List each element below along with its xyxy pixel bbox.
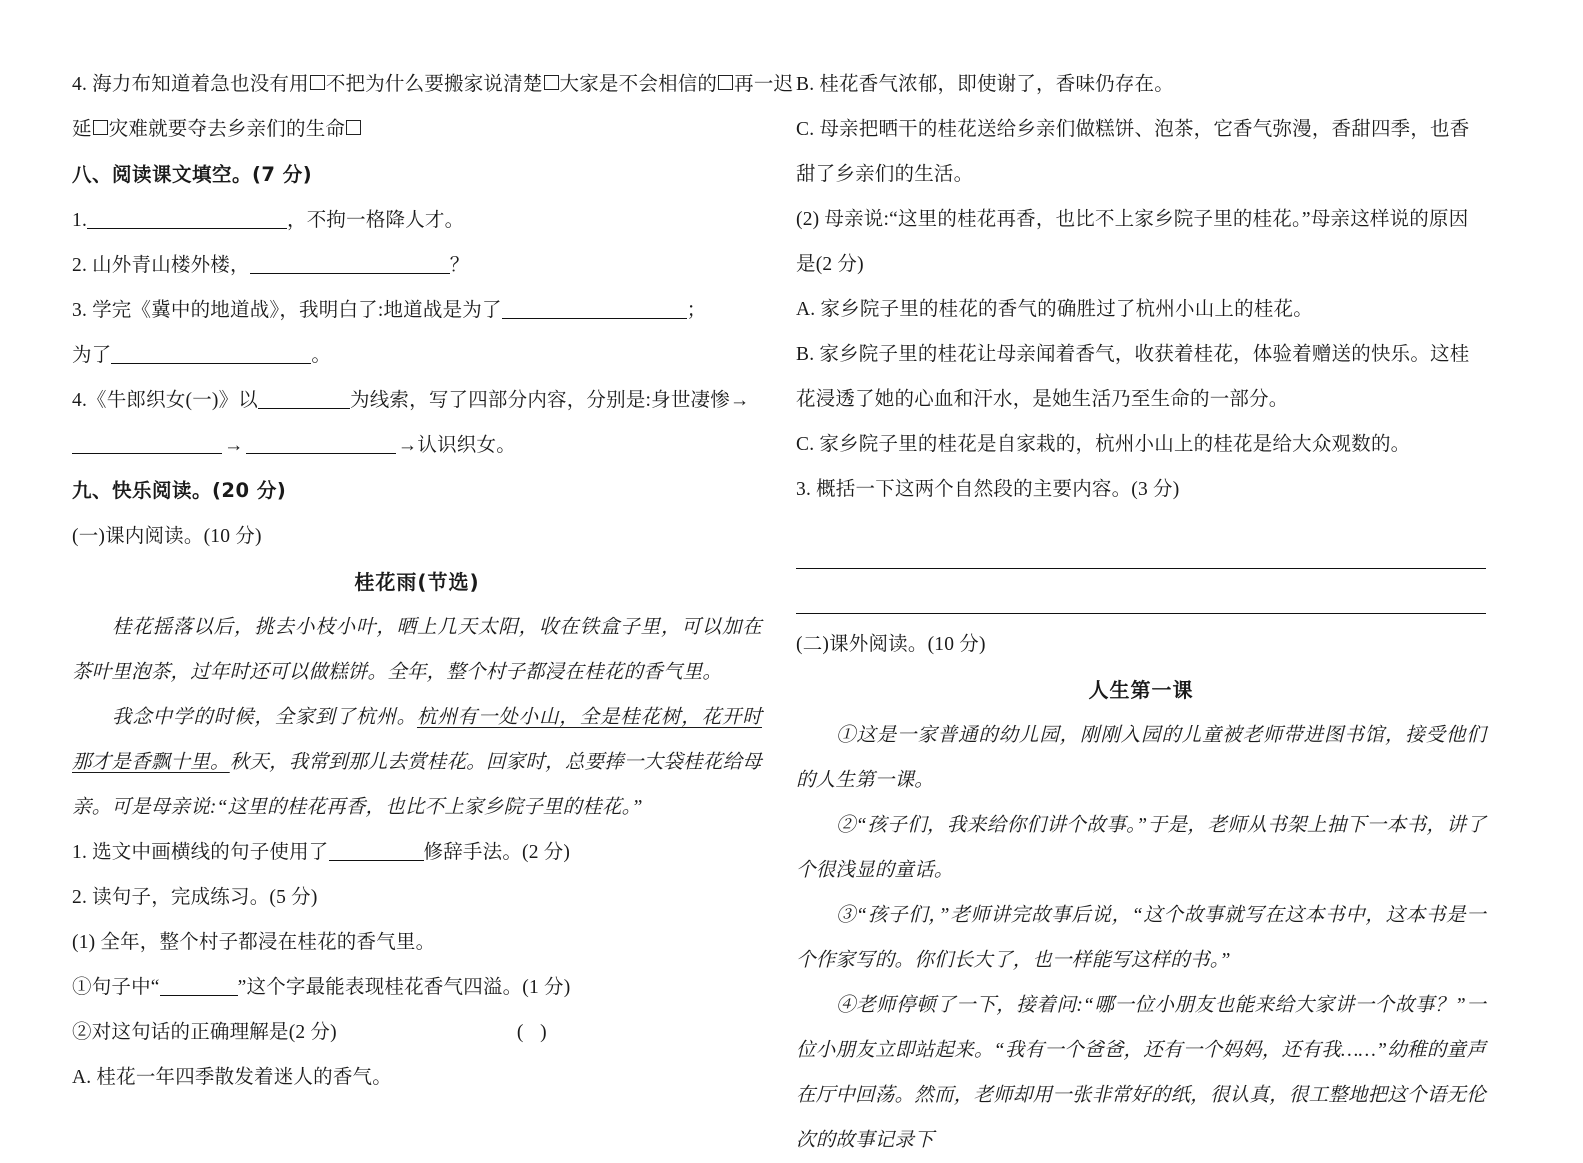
item-3-continuation-prefix: 为了 xyxy=(72,345,112,366)
two-column-layout xyxy=(72,62,1523,1163)
q22-option-a[interactable]: A. 家乡院子里的桂花的香气的确胜过了杭州小山上的桂花。 xyxy=(796,299,1313,320)
p1-q1-suffix: 修辞手法。(2 分) xyxy=(423,842,571,863)
passage-2-paragraph-1: ①这是一家普通的幼儿园，刚刚入园的儿童被老师带进图书馆，接受他们的人生第一课。 xyxy=(796,725,1486,791)
passage-1-paragraph-2 xyxy=(72,695,762,830)
q22-option-b[interactable]: B. 家乡院子里的桂花让母亲闻着香气，收获着桂花，体验着赠送的快乐。这桂花浸透了她的心血和汗水，是她生活乃至生命的一部分。 xyxy=(796,344,1470,410)
passage-1-question-2-1-b xyxy=(72,1010,762,1055)
q4-text-part-6: 灾难就要夺去乡亲们的生命 xyxy=(108,119,346,140)
fill-blank-4b[interactable] xyxy=(72,434,222,454)
punctuation-box-icon[interactable] xyxy=(544,75,559,90)
question-3: 3. 概括一下这两个自然段的主要内容。(3 分) xyxy=(796,479,1180,500)
item-4-suffix: 为线索，写了四部分内容，分别是:身世凄惨→ xyxy=(350,390,750,411)
option-c-right[interactable]: C. 母亲把晒干的桂花送给乡亲们做糕饼、泡茶，它香气弥漫，香甜四季，也香甜了乡亲们的生活。 xyxy=(796,119,1470,185)
fill-blank-3a[interactable] xyxy=(502,299,687,319)
option-a-left[interactable]: A. 桂花一年四季散发着迷人的香气。 xyxy=(72,1067,392,1088)
punctuation-box-icon[interactable] xyxy=(718,75,733,90)
passage-1-title: 桂花雨(节选) xyxy=(354,570,480,594)
fill-blank-4a[interactable] xyxy=(258,389,350,409)
p1-q1-prefix: 1. 选文中画横线的句子使用了 xyxy=(72,842,329,863)
item-4-prefix: 4.《牛郎织女(一)》以 xyxy=(72,390,259,411)
punctuation-box-icon[interactable] xyxy=(310,75,325,90)
p1-q21a-prefix: ①句子中“ xyxy=(72,977,160,998)
answer-rule-1[interactable] xyxy=(796,568,1486,569)
part-1-label: (一)课内阅读。(10 分) xyxy=(72,526,262,547)
part-2-label: (二)课外阅读。(10 分) xyxy=(796,634,986,655)
item-1-number: 1. xyxy=(72,210,88,231)
question-2-2-stem: (2) 母亲说:“这里的桂花再香，也比不上家乡院子里的桂花。”母亲这样说的原因是(2 分) xyxy=(796,209,1469,275)
passage-2-paragraph-4: ④老师停顿了一下，接着问:“哪一位小朋友也能来给大家讲一个故事？”一位小朋友立即站起来。“我有一个爸爸，还有一个妈妈，还有我……”幼稚的童声在厅中回荡。然而，老师却用一张非常好的纸，很认真，很工整地把这个语无伦次的故事记录下 xyxy=(796,995,1486,1151)
q4-text-part-2: 不把为什么要搬家说清楚 xyxy=(325,74,543,95)
fill-blank-2[interactable] xyxy=(250,254,450,274)
section8-item-4-line-1 xyxy=(72,378,762,423)
right-column xyxy=(796,62,1486,1163)
item-1-suffix: ，不拘一格降人才。 xyxy=(287,210,465,231)
section-8-heading: 八、阅读课文填空。(7 分) xyxy=(72,163,313,186)
q22-option-c[interactable]: C. 家乡院子里的桂花是自家栽的，杭州小山上的桂花是给大众观数的。 xyxy=(796,434,1411,455)
question-4-punctuation-line-1 xyxy=(72,62,794,107)
section8-item-3-line-1 xyxy=(72,288,762,333)
section8-item-4-line-2 xyxy=(72,423,762,468)
answer-parentheses[interactable]: ( ) xyxy=(516,1022,553,1043)
q4-text-part-1: 4. 海力布知道着急也没有用 xyxy=(72,74,309,95)
fill-blank-p1-q1[interactable] xyxy=(329,841,424,861)
p1-q21a-suffix: ”这个字最能表现桂花香气四溢。(1 分) xyxy=(237,977,571,998)
passage-1-p2-part-a: 我念中学的时候，全家到了杭州。 xyxy=(112,707,417,728)
item-3-suffix: ； xyxy=(686,300,707,321)
left-column xyxy=(72,62,794,1100)
fill-blank-1[interactable] xyxy=(87,209,287,229)
passage-1-question-2-1-a xyxy=(72,965,762,1010)
section8-item-1 xyxy=(72,198,762,243)
punctuation-box-icon[interactable] xyxy=(346,120,361,135)
item-2-prefix: 2. 山外青山楼外楼， xyxy=(72,255,250,276)
question-4-punctuation-line-2 xyxy=(72,107,762,152)
option-b-right[interactable]: B. 桂花香气浓郁，即使谢了，香味仍存在。 xyxy=(796,74,1174,95)
passage-1-question-2: 2. 读句子，完成练习。(5 分) xyxy=(72,887,318,908)
item-3-prefix: 3. 学完《冀中的地道战》，我明白了:地道战是为了 xyxy=(72,300,502,321)
section8-item-2 xyxy=(72,243,762,288)
q4-text-part-3: 大家是不会相信的 xyxy=(559,74,718,95)
passage-1-question-1 xyxy=(72,830,762,875)
passage-1-p2-underlined-sentence: 杭州有一处小山，全是桂花树，花开时那才是香飘十里。 xyxy=(72,707,762,773)
p1-q21b-text: ②对这句话的正确理解是(2 分) xyxy=(72,1022,337,1043)
fill-blank-4c[interactable] xyxy=(246,434,396,454)
section-9-heading: 九、快乐阅读。(20 分) xyxy=(72,479,287,502)
passage-1-paragraph-1: 桂花摇落以后，挑去小枝小叶，晒上几天太阳，收在铁盒子里，可以加在茶叶里泡茶，过年时还可以做糕饼。全年，整个村子都浸在桂花的香气里。 xyxy=(72,617,762,683)
passage-2-paragraph-3: ③“孩子们，”老师讲完故事后说，“这个故事就写在这本书中，这本书是一个作家写的。你们长大了，也一样能写这样的书。” xyxy=(796,905,1486,971)
fill-blank-3b[interactable] xyxy=(111,344,311,364)
item-2-suffix: ？ xyxy=(449,255,470,276)
punctuation-box-icon[interactable] xyxy=(93,120,108,135)
passage-2-paragraph-2: ②“孩子们，我来给你们讲个故事。”于是，老师从书架上抽下一本书，讲了个很浅显的童话。 xyxy=(796,815,1486,881)
q4-text-part-5: 延 xyxy=(72,119,92,140)
item-3-continuation-suffix: 。 xyxy=(311,345,332,366)
fill-blank-p1-q21a[interactable] xyxy=(160,976,238,996)
passage-1-p2-part-b: 秋天，我常到那儿去赏桂花。回家时，总要捧一大袋桂花给母亲。可是母亲说:“这里的桂花再香，也比不上家乡院子里的桂花。” xyxy=(72,752,762,818)
passage-1-question-2-1: (1) 全年，整个村子都浸在桂花的香气里。 xyxy=(72,932,436,953)
q4-text-part-4: 再一迟 xyxy=(734,74,794,95)
section8-item-3-line-2 xyxy=(72,333,762,378)
arrow-separator-2: →认识织女。 xyxy=(397,435,516,456)
arrow-separator-1: → xyxy=(224,435,244,456)
passage-2-title: 人生第一课 xyxy=(1088,678,1194,702)
